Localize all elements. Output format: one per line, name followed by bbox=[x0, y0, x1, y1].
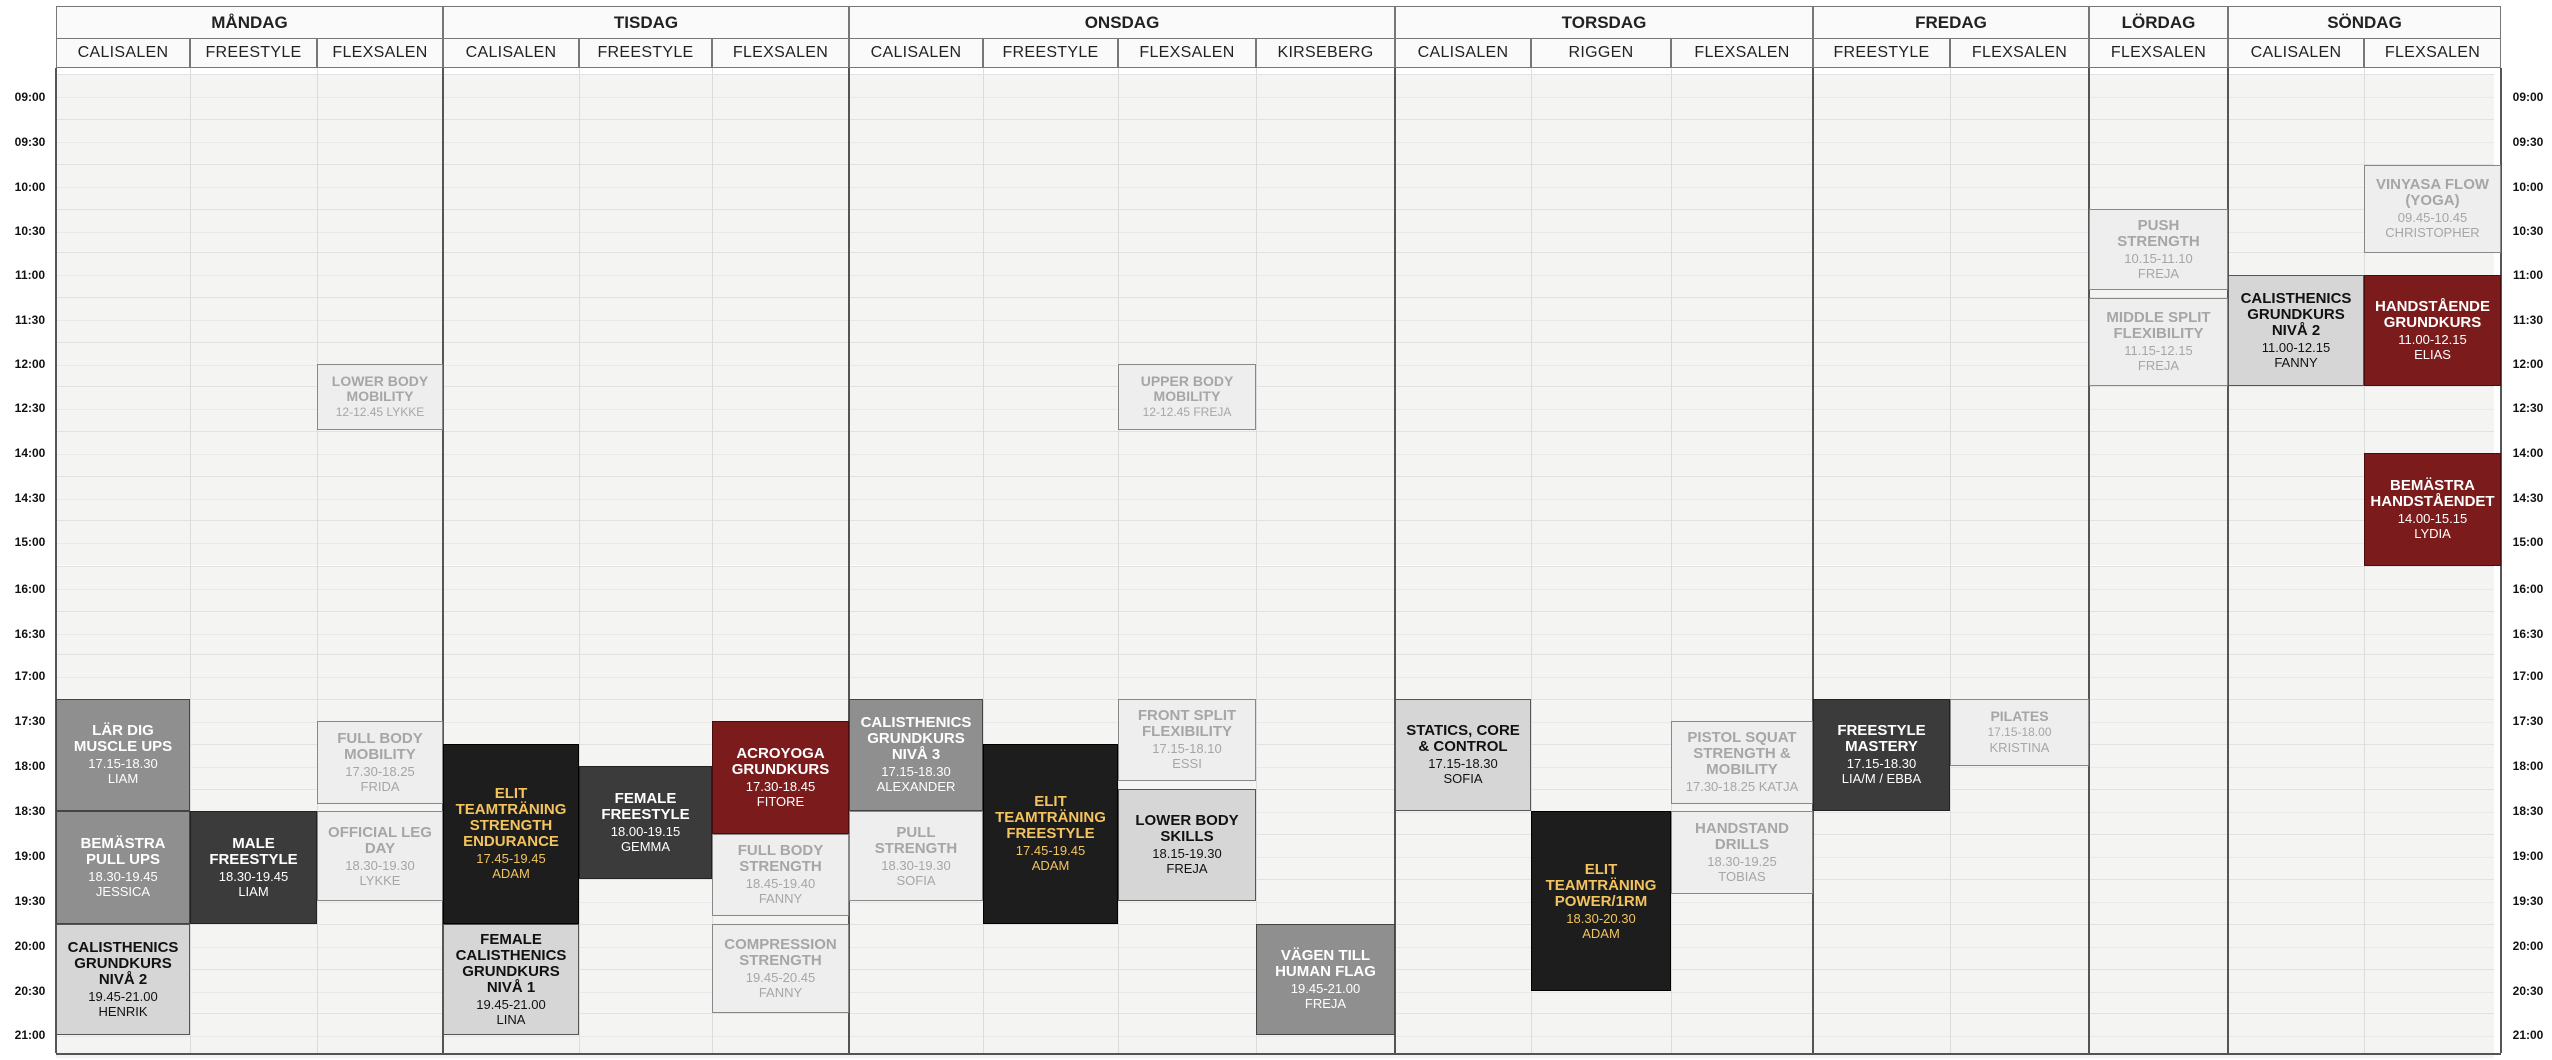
day-divider bbox=[1394, 68, 1396, 1053]
time-label: 16:30 bbox=[2512, 627, 2544, 641]
class-title: MIDDLE SPLIT FLEXIBILITY bbox=[2106, 309, 2211, 343]
class-instructor: TOBIAS bbox=[1718, 868, 1766, 884]
room-header: CALISALEN bbox=[1395, 38, 1531, 68]
class-time: 11.00-12.15 bbox=[2261, 340, 2331, 355]
room-header: FREESTYLE bbox=[983, 38, 1118, 68]
room-header: FLEXSALEN bbox=[1950, 38, 2089, 68]
time-band bbox=[56, 654, 2494, 699]
room-header: FREESTYLE bbox=[579, 38, 712, 68]
time-label: 12:30 bbox=[2512, 401, 2544, 415]
class-time: 18.30-20.30 bbox=[1566, 910, 1636, 926]
class-time: 18.00-19.15 bbox=[610, 823, 681, 839]
half-hour-line bbox=[56, 187, 2494, 188]
class-time: 18.30-19.45 bbox=[218, 868, 289, 884]
class-instructor: LIA/M / EBBA bbox=[1841, 771, 1922, 787]
day-header: TORSDAG bbox=[1395, 6, 1813, 39]
day-header: LÖRDAG bbox=[2089, 6, 2228, 39]
class-card[interactable] bbox=[2089, 209, 2228, 290]
class-time: 10.15-11.10 bbox=[2124, 251, 2193, 266]
class-card[interactable] bbox=[2364, 453, 2501, 566]
class-card[interactable] bbox=[1118, 789, 1256, 902]
class-instructor: LIAM bbox=[107, 771, 139, 787]
time-label: 21:00 bbox=[2512, 1028, 2544, 1042]
class-title: FEMALE FREESTYLE bbox=[601, 789, 690, 823]
half-hour-line bbox=[56, 589, 2494, 590]
time-label: 20:30 bbox=[2512, 984, 2544, 998]
time-label: 17:00 bbox=[2512, 669, 2544, 683]
class-card[interactable] bbox=[190, 811, 317, 924]
room-header: FLEXSALEN bbox=[1671, 38, 1813, 68]
room-divider bbox=[1950, 68, 1951, 1053]
room-header: CALISALEN bbox=[56, 38, 190, 68]
room-header: CALISALEN bbox=[849, 38, 983, 68]
class-card[interactable] bbox=[983, 744, 1118, 924]
room-header: RIGGEN bbox=[1531, 38, 1671, 68]
class-card[interactable] bbox=[56, 924, 190, 1036]
class-instructor: FRIDA bbox=[360, 778, 400, 794]
time-label: 14:30 bbox=[2512, 491, 2544, 505]
time-label: 16:00 bbox=[2512, 582, 2544, 596]
class-instructor: KRISTINA bbox=[1989, 740, 2050, 756]
class-card[interactable] bbox=[2089, 298, 2228, 387]
class-title: ELIT TEAMTRÄNING STRENGTH ENDURANCE bbox=[455, 785, 567, 850]
room-header: FLEXSALEN bbox=[317, 38, 443, 68]
time-label: 11:00 bbox=[2512, 268, 2544, 282]
time-label: 19:00 bbox=[2512, 849, 2544, 863]
class-card[interactable] bbox=[1395, 699, 1531, 812]
class-time: 18.15-19.30 bbox=[1152, 846, 1222, 862]
class-card[interactable] bbox=[1118, 699, 1256, 782]
class-title: CALISTHENICS GRUNDKURS NIVÅ 2 bbox=[67, 938, 179, 988]
class-title: ACROYOGA GRUNDKURS bbox=[731, 744, 830, 778]
class-instructor: ELIAS bbox=[2414, 347, 2451, 362]
class-card[interactable] bbox=[849, 811, 983, 901]
half-hour-line bbox=[56, 499, 2494, 500]
class-instructor: FANNY bbox=[2274, 355, 2318, 370]
half-hour-line bbox=[56, 1036, 2494, 1037]
class-card[interactable] bbox=[1531, 811, 1671, 991]
class-time: 17.15-18.30 bbox=[1846, 756, 1917, 772]
day-header: MÅNDAG bbox=[56, 6, 443, 39]
time-label: 20:30 bbox=[14, 984, 46, 998]
class-time: 19.45-20.45 bbox=[745, 969, 816, 985]
half-hour-line bbox=[56, 543, 2494, 544]
class-title: LOWER BODY MOBILITY bbox=[331, 373, 429, 404]
class-card[interactable] bbox=[849, 699, 983, 812]
room-header: FLEXSALEN bbox=[712, 38, 849, 68]
time-label: 10:00 bbox=[14, 180, 46, 194]
class-card[interactable] bbox=[56, 811, 190, 924]
class-title: FRONT SPLIT FLEXIBILITY bbox=[1137, 707, 1237, 741]
class-time: 12-12.45 FREJA bbox=[1142, 405, 1232, 419]
class-instructor: ESSI bbox=[1172, 756, 1202, 772]
time-label: 12:00 bbox=[2512, 357, 2544, 371]
class-title: HANDSTAND DRILLS bbox=[1695, 819, 1789, 853]
time-label: 18:00 bbox=[2512, 759, 2544, 773]
class-time: 17.15-18.00 bbox=[1987, 725, 2052, 740]
class-title: PISTOL SQUAT STRENGTH & MOBILITY bbox=[1687, 729, 1797, 779]
class-card[interactable] bbox=[1256, 924, 1395, 1036]
class-card[interactable] bbox=[56, 699, 190, 812]
room-header: FREESTYLE bbox=[1813, 38, 1950, 68]
class-time: 09.45-10.45 bbox=[2397, 210, 2468, 226]
day-divider bbox=[1812, 68, 1814, 1053]
class-card[interactable] bbox=[317, 364, 443, 430]
day-header: TISDAG bbox=[443, 6, 849, 39]
class-title: ELIT TEAMTRÄNING FREESTYLE bbox=[995, 793, 1106, 842]
class-card[interactable] bbox=[1950, 699, 2089, 767]
class-instructor: FREJA bbox=[1304, 995, 1347, 1011]
class-title: STATICS, CORE & CONTROL bbox=[1406, 722, 1520, 756]
class-instructor: FITORE bbox=[756, 793, 805, 809]
class-title: FULL BODY MOBILITY bbox=[337, 729, 423, 763]
class-title: HANDSTÅENDE GRUNDKURS bbox=[2374, 298, 2490, 331]
class-card[interactable] bbox=[2364, 275, 2501, 386]
half-hour-line bbox=[56, 97, 2494, 98]
class-title: MALE FREESTYLE bbox=[209, 834, 298, 868]
class-card[interactable] bbox=[443, 744, 579, 924]
class-title: LOWER BODY SKILLS bbox=[1135, 812, 1239, 846]
class-card[interactable] bbox=[1671, 811, 1813, 894]
class-title: FREESTYLE MASTERY bbox=[1837, 722, 1926, 756]
time-label: 09:30 bbox=[2512, 135, 2544, 149]
time-label: 20:00 bbox=[2512, 939, 2544, 953]
room-divider bbox=[579, 68, 580, 1053]
time-label: 12:00 bbox=[14, 357, 46, 371]
class-card[interactable] bbox=[579, 766, 712, 879]
class-time: 19.45-21.00 bbox=[1290, 980, 1361, 996]
class-time: 11.00-12.15 bbox=[2398, 332, 2467, 347]
class-title: CALISTHENICS GRUNDKURS NIVÅ 3 bbox=[860, 714, 972, 764]
time-label: 18:30 bbox=[14, 804, 46, 818]
class-instructor: FANNY bbox=[758, 891, 803, 907]
time-label: 10:00 bbox=[2512, 180, 2544, 194]
class-card[interactable] bbox=[443, 924, 579, 1036]
class-instructor: ADAM bbox=[492, 866, 530, 881]
class-title: FULL BODY STRENGTH bbox=[737, 842, 824, 876]
class-card[interactable] bbox=[712, 834, 849, 917]
class-title: VÄGEN TILL HUMAN FLAG bbox=[1275, 946, 1376, 980]
room-header: FREESTYLE bbox=[190, 38, 317, 68]
half-hour-line bbox=[56, 634, 2494, 635]
room-divider bbox=[317, 68, 318, 1053]
time-band bbox=[56, 119, 2494, 164]
day-header: ONSDAG bbox=[849, 6, 1395, 39]
class-instructor: ADAM bbox=[1031, 858, 1070, 873]
class-time: 17.30-18.25 bbox=[345, 763, 415, 779]
class-time: 17.45-19.45 bbox=[1015, 843, 1086, 858]
time-label: 16:00 bbox=[14, 582, 46, 596]
class-time: 18.45-19.40 bbox=[745, 876, 816, 892]
class-time: 17.30-18.25 KATJA bbox=[1685, 779, 1799, 795]
time-label: 15:00 bbox=[2512, 535, 2544, 549]
time-label: 20:00 bbox=[14, 939, 46, 953]
time-label: 14:00 bbox=[2512, 446, 2544, 460]
class-time: 18.30-19.45 bbox=[88, 868, 158, 884]
half-hour-line bbox=[56, 902, 2494, 903]
room-header: FLEXSALEN bbox=[2364, 38, 2501, 68]
class-time: 18.30-19.30 bbox=[345, 857, 415, 873]
class-card[interactable] bbox=[1813, 699, 1950, 812]
time-label: 18:30 bbox=[2512, 804, 2544, 818]
class-time: 17.15-18.30 bbox=[88, 756, 158, 772]
class-instructor: FANNY bbox=[758, 984, 803, 1000]
time-band bbox=[56, 476, 2494, 521]
room-divider bbox=[1671, 68, 1672, 1053]
class-time: 19.45-21.00 bbox=[88, 988, 158, 1004]
class-time: 18.30-19.30 bbox=[881, 857, 951, 873]
time-label: 21:00 bbox=[14, 1028, 46, 1042]
time-band bbox=[56, 566, 2494, 611]
time-label: 14:30 bbox=[14, 491, 46, 505]
class-card[interactable] bbox=[2228, 275, 2364, 386]
time-label: 11:30 bbox=[2512, 313, 2544, 327]
class-title: BEMÄSTRA HANDSTÅENDET bbox=[2370, 477, 2495, 510]
class-instructor: SOFIA bbox=[896, 872, 936, 888]
day-header: SÖNDAG bbox=[2228, 6, 2501, 39]
half-hour-line bbox=[56, 142, 2494, 143]
schedule-bottom-border bbox=[56, 1053, 2501, 1055]
class-card[interactable] bbox=[2364, 165, 2501, 254]
time-label: 09:00 bbox=[2512, 90, 2544, 104]
time-label: 09:00 bbox=[14, 90, 46, 104]
class-title: PULL STRENGTH bbox=[874, 823, 958, 857]
time-label: 17:00 bbox=[14, 669, 46, 683]
class-time: 17.15-18.30 bbox=[1428, 756, 1498, 772]
day-header: FREDAG bbox=[1813, 6, 2089, 39]
class-title: FEMALE CALISTHENICS GRUNDKURS NIVÅ 1 bbox=[455, 930, 567, 996]
time-label: 15:00 bbox=[14, 535, 46, 549]
class-time: 18.30-19.25 bbox=[1707, 853, 1777, 869]
class-instructor: FREJA bbox=[2137, 358, 2180, 374]
time-label: 16:30 bbox=[14, 627, 46, 641]
class-instructor: ALEXANDER bbox=[876, 779, 956, 795]
class-instructor: LINA bbox=[496, 1011, 526, 1027]
time-label: 17:30 bbox=[2512, 714, 2544, 728]
time-label: 19:30 bbox=[2512, 894, 2544, 908]
class-title: LÄR DIG MUSCLE UPS bbox=[73, 722, 173, 756]
time-band bbox=[56, 74, 2494, 119]
half-hour-line bbox=[56, 677, 2494, 678]
time-label: 18:00 bbox=[14, 759, 46, 773]
class-title: CALISTHENICS GRUNDKURS NIVÅ 2 bbox=[2240, 290, 2352, 339]
time-label: 19:30 bbox=[14, 894, 46, 908]
time-label: 11:30 bbox=[14, 313, 46, 327]
class-time: 17.30-18.45 bbox=[745, 778, 816, 794]
time-label: 19:00 bbox=[14, 849, 46, 863]
class-title: COMPRESSION STRENGTH bbox=[724, 935, 837, 969]
class-title: PILATES bbox=[1990, 708, 2049, 725]
class-card[interactable] bbox=[1118, 364, 1256, 430]
class-title: OFFICIAL LEG DAY bbox=[328, 823, 432, 857]
class-title: ELIT TEAMTRÄNING POWER/1RM bbox=[1545, 860, 1657, 910]
room-divider bbox=[1118, 68, 1119, 1053]
room-divider bbox=[1256, 68, 1257, 1053]
class-instructor: LYKKE bbox=[359, 872, 401, 888]
class-title: PUSH STRENGTH bbox=[2117, 217, 2200, 250]
time-label: 12:30 bbox=[14, 401, 46, 415]
class-instructor: ADAM bbox=[1582, 925, 1620, 941]
time-band bbox=[56, 431, 2494, 476]
class-card[interactable] bbox=[712, 924, 849, 1014]
room-header: FLEXSALEN bbox=[2089, 38, 2228, 68]
room-header: FLEXSALEN bbox=[1118, 38, 1256, 68]
class-instructor: GEMMA bbox=[620, 838, 671, 854]
room-header: CALISALEN bbox=[2228, 38, 2364, 68]
time-label: 14:00 bbox=[14, 446, 46, 460]
class-instructor: FREJA bbox=[2137, 266, 2180, 281]
class-time: 17.15-18.10 bbox=[1152, 741, 1222, 757]
time-label: 10:30 bbox=[2512, 224, 2544, 238]
time-band bbox=[56, 520, 2494, 565]
time-label: 10:30 bbox=[14, 224, 46, 238]
class-instructor: JESSICA bbox=[95, 883, 151, 899]
class-card[interactable] bbox=[1671, 721, 1813, 804]
class-title: VINYASA FLOW (YOGA) bbox=[2375, 176, 2490, 210]
class-card[interactable] bbox=[712, 721, 849, 834]
room-header: CALISALEN bbox=[443, 38, 579, 68]
time-label: 17:30 bbox=[14, 714, 46, 728]
class-title: UPPER BODY MOBILITY bbox=[1140, 373, 1234, 404]
class-card[interactable] bbox=[317, 811, 443, 901]
class-time: 17.45-19.45 bbox=[476, 851, 546, 866]
class-time: 17.15-18.30 bbox=[881, 764, 951, 780]
half-hour-line bbox=[56, 454, 2494, 455]
class-instructor: LIAM bbox=[238, 883, 269, 899]
class-instructor: LYDIA bbox=[2414, 526, 2451, 541]
class-title: BEMÄSTRA PULL UPS bbox=[80, 834, 166, 868]
class-time: 12-12.45 LYKKE bbox=[335, 405, 425, 419]
class-instructor: HENRIK bbox=[98, 1003, 148, 1019]
class-time: 14.00-15.15 bbox=[2397, 511, 2468, 526]
time-label: 09:30 bbox=[14, 135, 46, 149]
class-time: 19.45-21.00 bbox=[476, 996, 546, 1012]
time-label: 11:00 bbox=[14, 268, 46, 282]
room-header: KIRSEBERG bbox=[1256, 38, 1395, 68]
class-instructor: SOFIA bbox=[1443, 771, 1483, 787]
time-band bbox=[56, 611, 2494, 656]
time-band bbox=[56, 164, 2494, 209]
class-card[interactable] bbox=[317, 721, 443, 804]
class-time: 11.15-12.15 bbox=[2124, 343, 2193, 359]
class-instructor: FREJA bbox=[1166, 861, 1208, 877]
class-instructor: CHRISTOPHER bbox=[2385, 225, 2480, 241]
